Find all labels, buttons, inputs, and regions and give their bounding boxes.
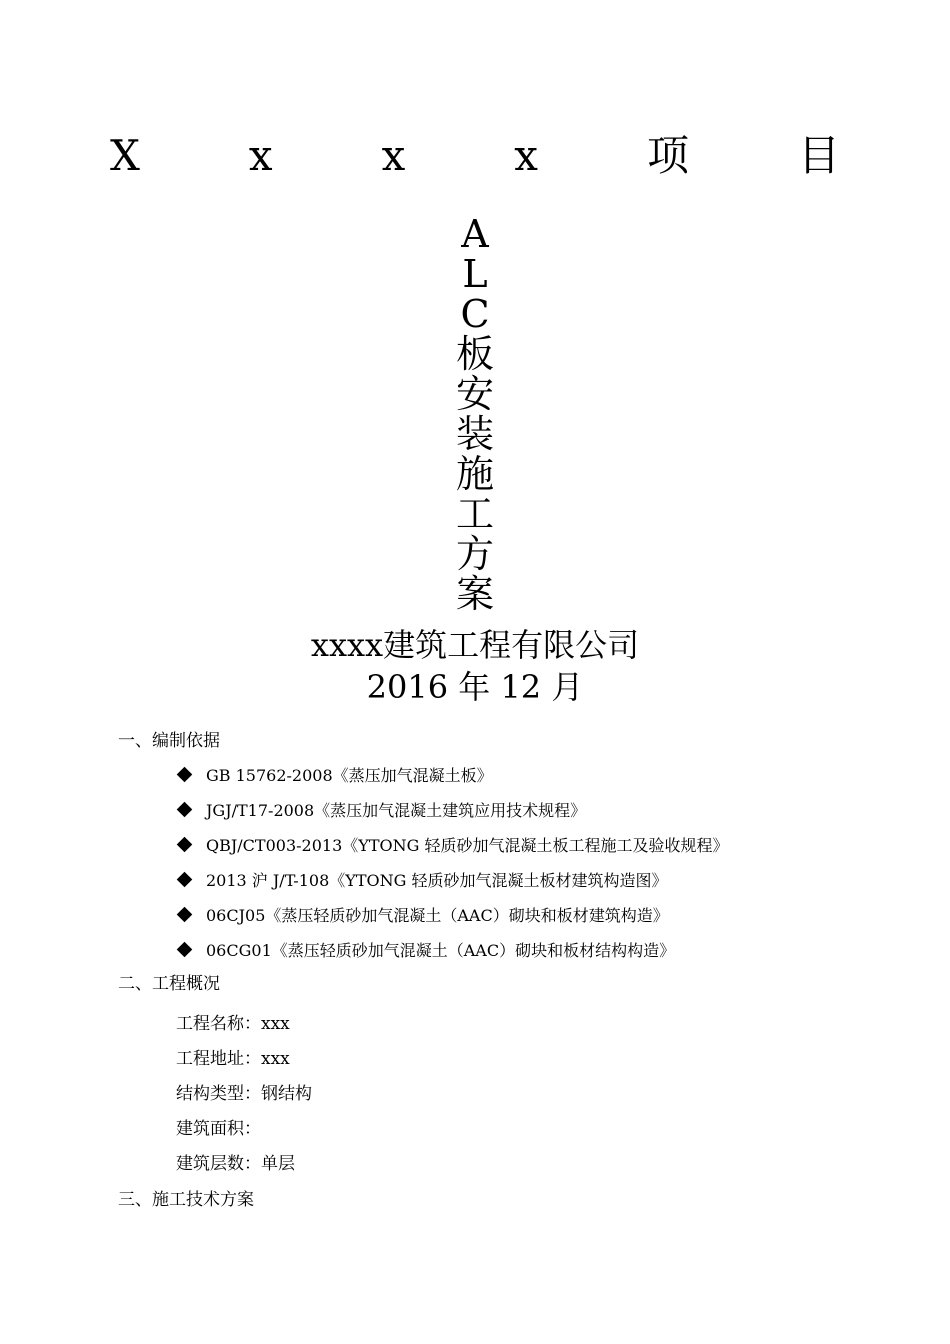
diamond-bullet-icon <box>177 767 193 783</box>
diamond-bullet-icon <box>177 942 193 958</box>
document-title-char: 方 <box>455 532 494 576</box>
company-name: xxxx建筑工程有限公司 <box>310 626 640 664</box>
project-title-char: 目 <box>797 131 840 180</box>
list-item <box>176 869 667 893</box>
diamond-bullet-icon <box>177 907 193 923</box>
document-title-char: 安 <box>455 372 494 416</box>
diamond-bullet-icon <box>177 837 193 853</box>
project-title-char: X <box>110 131 140 180</box>
list-item-text: 06CG01《蒸压轻质砂加气混凝土（AAC）砌块和板材结构构造》 <box>206 941 676 960</box>
project-title-char: x <box>514 131 538 180</box>
list-item <box>176 799 586 823</box>
diamond-bullet-icon <box>177 802 193 818</box>
document-title-char: 施 <box>455 452 494 496</box>
diamond-bullet-icon <box>177 872 193 888</box>
document-title-char: A <box>461 212 489 256</box>
project-title-char: x <box>248 131 273 180</box>
document-title-char: 案 <box>455 572 494 616</box>
list-item <box>176 834 728 858</box>
document-title-char: C <box>460 292 490 336</box>
project-info-floors: 建筑层数：单层 <box>176 1154 295 1174</box>
document-title-vertical <box>0 214 950 614</box>
list-item-text: QBJ/CT003-2013《YTONG 轻质砂加气混凝土板工程施工及验收规程》 <box>206 836 729 855</box>
list-item-text: 2013 沪 J/T-108《YTONG 轻质砂加气混凝土板材建筑构造图》 <box>206 871 668 890</box>
project-info-name: 工程名称：xxx <box>176 1014 290 1034</box>
list-item-text: JGJ/T17-2008《蒸压加气混凝土建筑应用技术规程》 <box>206 801 587 820</box>
list-item <box>176 939 675 963</box>
list-item-text: 06CJ05《蒸压轻质砂加气混凝土（AAC）砌块和板材建筑构造》 <box>206 906 669 925</box>
project-info-area: 建筑面积： <box>176 1119 261 1139</box>
document-date: 2016 年 12 月 <box>366 668 584 706</box>
project-info-structure: 结构类型：钢结构 <box>176 1084 312 1104</box>
list-item <box>176 764 493 788</box>
list-item-text: GB 15762-2008《蒸压加气混凝土板》 <box>206 766 493 785</box>
document-title-char: 板 <box>455 332 494 376</box>
list-item <box>176 904 669 928</box>
project-title <box>110 128 840 184</box>
document-title-char: 装 <box>455 412 494 456</box>
section-heading-basis: 一、编制依据 <box>118 731 220 751</box>
document-title-char: L <box>462 252 488 296</box>
project-title-char: x <box>381 131 406 180</box>
project-info-address: 工程地址：xxx <box>176 1049 290 1069</box>
section-heading-technical: 三、施工技术方案 <box>118 1190 254 1210</box>
document-title-char: 工 <box>455 492 494 536</box>
project-title-char: 项 <box>646 131 689 180</box>
section-heading-overview: 二、工程概况 <box>118 974 220 994</box>
